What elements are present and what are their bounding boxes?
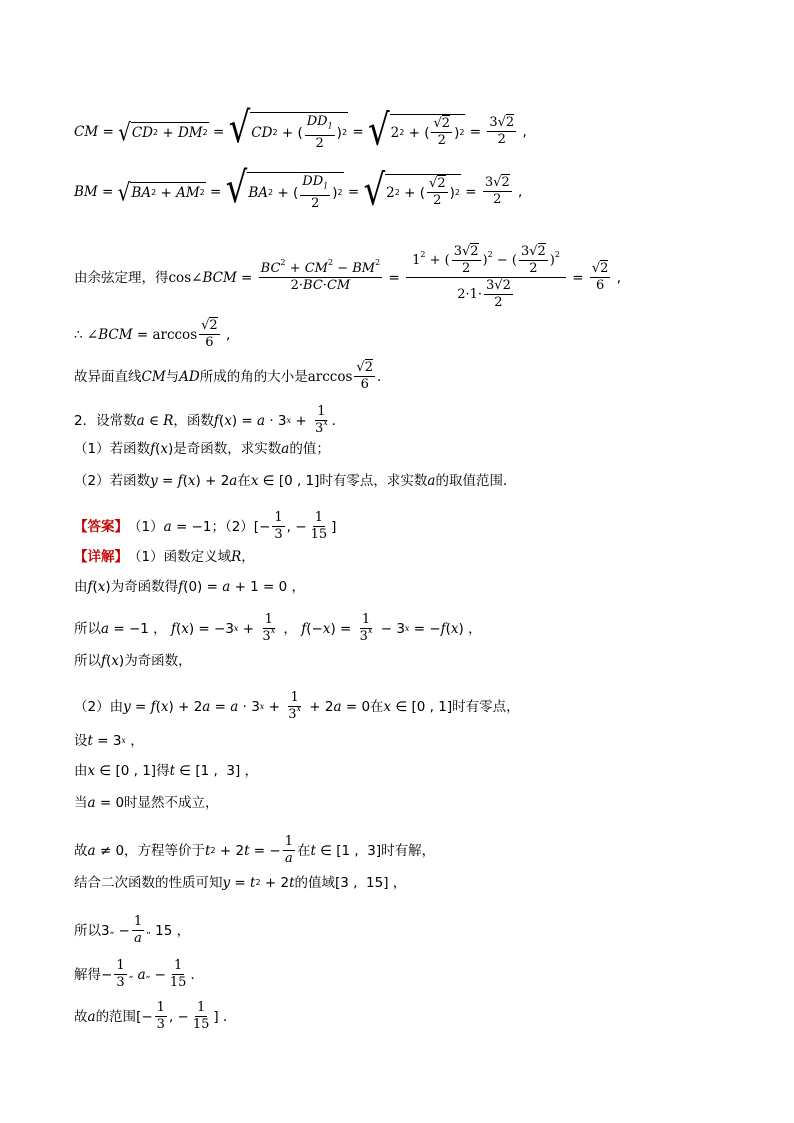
question-2-part-1: （1）若函数 f ( x ) 是奇函数，求实数 a 的值； — [74, 441, 330, 457]
detail-odd-conclusion: 所以 f ( x ) 为奇函数， — [74, 653, 192, 669]
detail-part-2: （2）由 y = f ( x ) + 2 a = a · 3 x + $\frac{1}{3^x}$ + 2 a = 0 在 x ∈ [0 , 1] 时有零点， — [74, 690, 520, 722]
detail-a-value: 所以 a = −1 ， f ( x ) = −3 x + $\frac{1}{3^x}$ ， f (− x ) = $\frac{1}{3^x}$ − 3 x = − f ( x ) ， — [74, 612, 482, 644]
cm-formula: CM = √ CD 2 + DM 2 = √ CD 2 + ( $\frac{DD_1}{2}$ ) 2 = √ 2 2 + ( $\frac{√2}{2}$ ) 2 = $\frac{3√2}{2}$ , — [74, 103, 527, 157]
detail-t-range: 由 x ∈ [0 , 1] 得 t ∈ [1 , 3] ， — [74, 763, 259, 779]
cosine-law-line: 由余弦定理，得 cos∠ BCM = $\frac{BC^2 + CM^2 - BM^2}{2\cdot BC\cdot CM}$ = $1^2$ + ( $\frac{3√2}{2}$ )$^2$ − ( $\frac{3√2}{2}$ )$^2$ 2·1· $\frac{3√2}{2}$ = $\frac{√2}{6}$ , — [74, 244, 622, 310]
answer-line: 【答案】 （1） a = −1 ；（2） [− $\frac{1}{3}$ , − $\frac{1}{15}$ ] — [74, 510, 337, 542]
detail-line: 【详解】 （1）函数定义域 R ， — [74, 549, 255, 565]
detail-equation: 故 a ≠ 0 ，方程等价于 t 2 + 2 t = − $\frac{1}{a}$ 在 t ∈ [1 , 3] 时有解， — [74, 834, 436, 866]
detail-final-range: 故 a 的范围 [− $\frac{1}{3}$ , − $\frac{1}{15}$ ] ． — [74, 1000, 237, 1032]
question-2-part-2: （2）若函数 y = f ( x ) + 2 a 在 x ∈ [0 , 1] 时有零点，求实数 a 的取值范围． — [74, 473, 517, 489]
angle-result: ∴ ∠ BCM = arccos $\frac{√2}{6}$ , — [74, 318, 231, 350]
detail-inequality: 所以 3 „ − $\frac{1}{a}$ „ 15 ， — [74, 914, 191, 946]
bm-formula: BM = √ BA 2 + AM 2 = √ BA 2 + ( $\frac{DD_1}{2}$ ) 2 = √ 2 2 + ( $\frac{√2}{2}$ ) 2 = $\frac{3√2}{2}$ , — [74, 163, 523, 217]
detail-quadratic: 结合二次函数的性质可知 y = t 2 + 2 t 的值域 [3 , 15] ， — [74, 875, 407, 891]
detail-solve: 解得 − $\frac{1}{3}$ „ a „ − $\frac{1}{15}$ ． — [74, 958, 204, 990]
detail-a-zero: 当 a = 0 时显然不成立， — [74, 795, 219, 811]
cosine-law-text: 由余弦定理，得 — [74, 269, 169, 286]
question-2: 2．设常数 a ∈ R ，函数 f ( x ) = a · 3 x + $\frac{1}{3^x}$ ． — [74, 404, 346, 436]
detail-odd-step: 由 f ( x ) 为奇函数得 f (0) = a + 1 = 0 ， — [74, 579, 306, 595]
skew-conclusion: 故异面直线 CM 与 AD 所成的角的大小是 arccos $\frac{√2}{6}$ ． — [74, 360, 391, 392]
detail-set-t: 设 t = 3 x ， — [74, 733, 144, 749]
